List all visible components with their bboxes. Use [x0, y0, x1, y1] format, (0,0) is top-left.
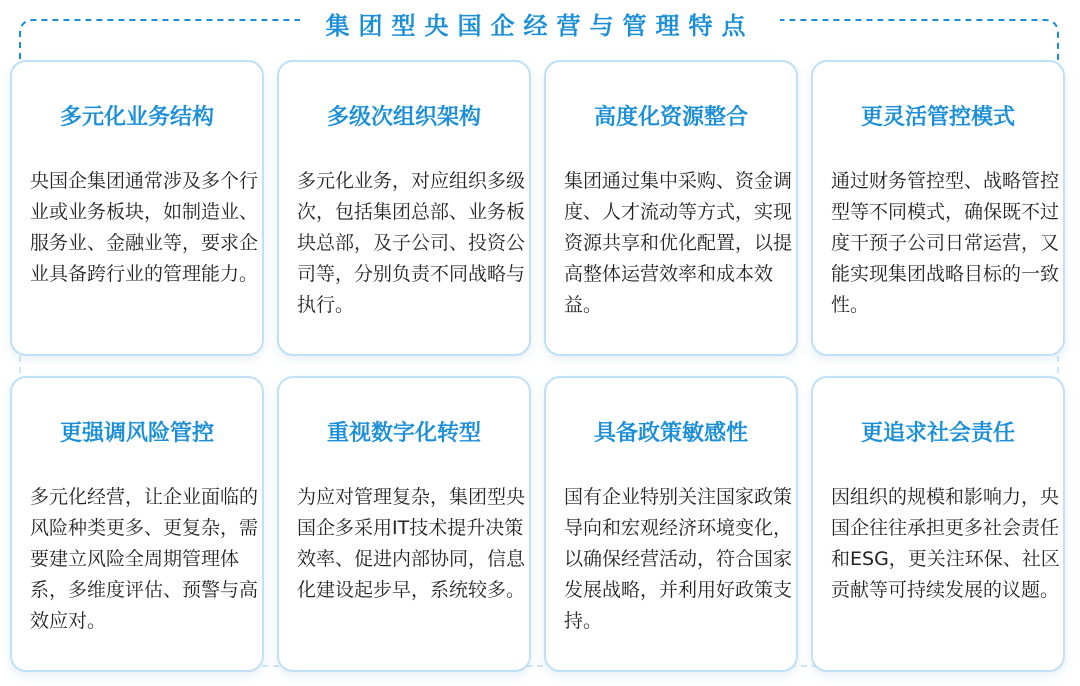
- card-title: 多元化业务结构: [59, 105, 214, 130]
- card-body: 央国企集团通常涉及多个行业或业务板块，如制造业、服务业、金融业等，要求企业具备跨行业的管理能力。: [30, 170, 259, 285]
- page-title: 集团型央国企经营与管理特点: [300, 6, 780, 40]
- card-body: 集团通过集中采购、资金调度、人才流动等方式，实现资源共享和优化配置，以提高整体运营效率和成本效益。: [564, 170, 793, 316]
- card-title: 重视数字化转型: [326, 421, 481, 446]
- card-policy-sensitivity: [544, 376, 798, 672]
- card-multilevel-organization: [277, 60, 531, 356]
- card-body: 为应对管理复杂，集团型央国企多采用IT技术提升决策效率、促进内部协同，信息化建设起步早，系统较多。: [297, 486, 526, 601]
- card-flexible-control: [811, 60, 1065, 356]
- card-title: 更追求社会责任: [860, 421, 1015, 446]
- card-title: 高度化资源整合: [593, 105, 748, 130]
- card-digital-transformation: [277, 376, 531, 672]
- card-risk-control: [10, 376, 264, 672]
- card-resource-integration: [544, 60, 798, 356]
- card-diversified-business: [10, 60, 264, 356]
- card-title: 更强调风险管控: [59, 421, 214, 446]
- card-body: 国有企业特别关注国家政策导向和宏观经济环境变化，以确保经营活动，符合国家发展战略，并利用好政策支持。: [564, 486, 793, 632]
- card-title: 多级次组织架构: [326, 105, 481, 130]
- card-body: 多元化经营，让企业面临的风险种类更多、更复杂，需要建立风险全周期管理体系，多维度评估、预警与高效应对。: [30, 486, 259, 632]
- card-body: 通过财务管控型、战略管控型等不同模式，确保既不过度干预子公司日常运营，又能实现集团战略目标的一致性。: [831, 170, 1060, 316]
- card-body: 因组织的规模和影响力，央国企往往承担更多社会责任和ESG，更关注环保、社区贡献等可持续发展的议题。: [831, 486, 1060, 601]
- card-title: 具备政策敏感性: [593, 421, 748, 446]
- card-body: 多元化业务，对应组织多级次，包括集团总部、业务板块总部，及子公司、投资公司等，分别负责不同战略与执行。: [297, 170, 526, 316]
- card-title: 更灵活管控模式: [860, 105, 1015, 130]
- card-social-responsibility: [811, 376, 1065, 672]
